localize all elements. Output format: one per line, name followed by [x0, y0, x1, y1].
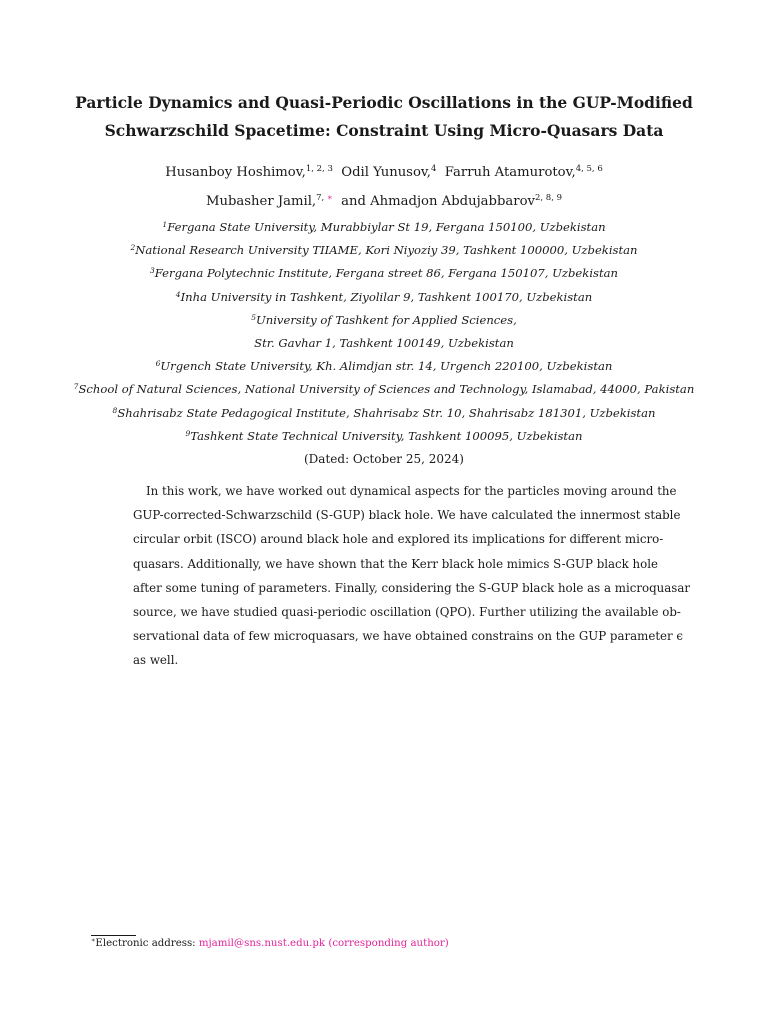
affiliation-item	[30, 239, 738, 262]
author-line-1	[40, 158, 728, 187]
author-name: Farruh Atamurotov,	[444, 165, 576, 180]
affiliation-item	[30, 262, 738, 285]
affiliation-text: School of Natural Sciences, National University of Sciences and Technology, Islamabad, 44000, Pakistan	[78, 382, 695, 397]
abstract-line: In this work, we have worked out dynamical aspects for the particles moving around the	[146, 484, 677, 498]
affiliation-number: 1	[162, 220, 168, 229]
author-affiliation-marks: 4	[430, 164, 437, 174]
author-conjunction: and	[341, 194, 366, 209]
author-name: Husanboy Hoshimov,	[165, 165, 306, 180]
affiliation-item	[30, 286, 738, 309]
affiliation-text: Tashkent State Technical University, Tashkent 100095, Uzbekistan	[190, 428, 583, 443]
affiliation-number: 7	[73, 382, 79, 392]
affiliation-item	[30, 378, 738, 401]
affiliation-number: 6	[155, 359, 161, 369]
paper-title	[60, 89, 708, 145]
corresponding-author-note: (corresponding author)	[325, 938, 449, 949]
corresponding-author-mark[interactable]: ∗	[326, 193, 333, 203]
abstract-line: circular orbit (ISCO) around black hole and explored its implications for different micro-	[133, 532, 664, 547]
footnote-mark: ∗	[91, 936, 96, 944]
affiliation-item	[30, 425, 738, 448]
author-affiliation-marks: 2, 8, 9	[534, 193, 563, 203]
date-line: (Dated: October 25, 2024)	[304, 452, 464, 466]
author-affiliation-marks: 4, 5, 6	[575, 164, 603, 174]
author-name: Odil Yunusov,	[341, 165, 431, 180]
affiliation-item	[30, 355, 738, 378]
affiliation-item	[30, 309, 738, 332]
author-line-2	[40, 187, 728, 216]
author-affiliation-marks: 1, 2, 3	[305, 164, 333, 174]
affiliation-number: 5	[251, 312, 256, 322]
affiliation-text: Fergana State University, Murabbiylar St 19, Fergana 150100, Uzbekistan	[167, 220, 606, 234]
affiliation-number: 2	[130, 243, 136, 253]
affiliation-item	[30, 402, 738, 425]
affiliation-text: Shahrisabz State Pedagogical Institute, Shahrisabz Str. 10, Shahrisabz 181301, Uzbekistan	[117, 405, 656, 420]
title-line-1: Particle Dynamics and Quasi-Periodic Oscillations in the GUP-Modified	[75, 93, 693, 112]
abstract-line: GUP-corrected-Schwarzschild (S-GUP) black hole. We have calculated the innermost stable	[133, 508, 681, 523]
affiliation-text: Inha University in Tashkent, Ziyolilar 9, Tashkent 100170, Uzbekistan	[180, 289, 593, 304]
affiliation-text: Fergana Polytechnic Institute, Fergana street 86, Fergana 150107, Uzbekistan	[154, 266, 619, 281]
affiliation-item-continued	[30, 332, 738, 355]
footnote	[91, 936, 691, 952]
author-list	[40, 158, 728, 216]
footnote-label: Electronic address:	[95, 938, 199, 949]
affiliation-number: 9	[185, 428, 191, 438]
abstract-line: quasars. Additionally, we have shown that the Kerr black hole mimics S-GUP black hole	[133, 556, 659, 571]
affiliation-text: Str. Gavhar 1, Tashkent 100149, Uzbekistan	[254, 336, 514, 351]
affiliation-number: 8	[112, 405, 118, 415]
abstract-line: servational data of few microquasars, we have obtained constrains on the GUP parameter ϵ	[133, 629, 684, 644]
affiliation-item	[30, 216, 738, 239]
email-link[interactable]: mjamil@sns.nust.edu.pk	[198, 938, 326, 949]
title-line-2: Schwarzschild Spacetime: Constraint Using Micro-Quasars Data	[104, 121, 664, 140]
affiliation-number: 4	[175, 289, 181, 299]
abstract-line: source, we have studied quasi-periodic oscillation (QPO). Further utilizing the available ob-	[133, 605, 681, 620]
author-affiliation-marks	[316, 193, 333, 203]
author-affiliation-numbers: 7,	[316, 193, 327, 203]
abstract-line: after some tuning of parameters. Finally, considering the S-GUP black hole as a microquasar	[133, 580, 690, 595]
abstract	[133, 479, 690, 673]
author-name: Ahmadjon Abdujabbarov	[370, 194, 535, 209]
author-name: Mubasher Jamil,	[205, 194, 317, 209]
affiliation-list	[30, 216, 738, 448]
affiliation-text: Urgench State University, Kh. Alimdjan str. 14, Urgench 220100, Uzbekistan	[160, 359, 613, 374]
affiliation-text: National Research University TIIAME, Kori Niyoziy 39, Tashkent 100000, Uzbekistan	[135, 243, 638, 258]
affiliation-number: 3	[149, 266, 155, 276]
abstract-line: as well.	[133, 653, 179, 668]
affiliation-text: University of Tashkent for Applied Sciences,	[255, 312, 517, 327]
